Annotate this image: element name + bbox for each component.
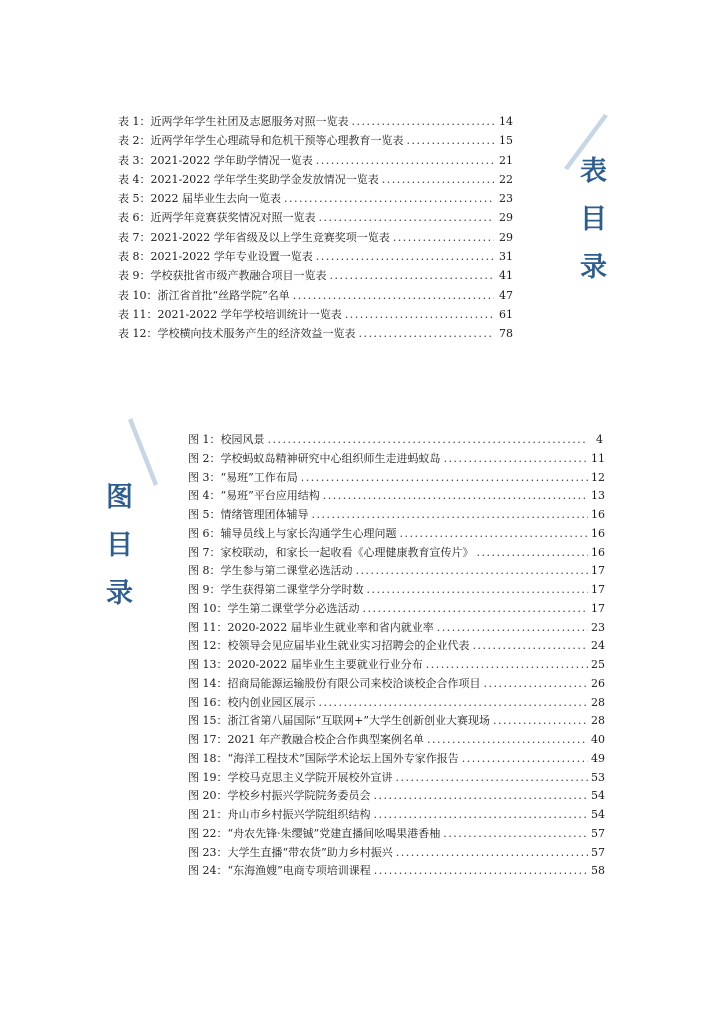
table-entry[interactable]	[118, 287, 513, 306]
dot-leader	[301, 471, 588, 484]
figure-entry-page-number: 58	[591, 864, 605, 878]
dot-leader	[319, 696, 589, 709]
table-entry[interactable]	[118, 267, 513, 286]
figure-entry-label: 图 5：情绪管理团体辅导	[188, 508, 309, 521]
table-entry-page-number: 29	[499, 211, 513, 225]
table-entry-page-number: 22	[499, 172, 513, 186]
table-entry-page-number: 23	[499, 192, 513, 206]
dot-leader	[462, 752, 588, 765]
figure-entry[interactable]	[188, 806, 603, 825]
figure-entry-label: 图 15：浙江省第八届国际“互联网+”大学生创新创业大赛现场	[188, 714, 490, 728]
figure-entry-label: 图 17：2021 年产教融合校企合作典型案例名单	[188, 733, 424, 746]
figure-entry-page-number: 23	[591, 620, 605, 634]
table-entry[interactable]	[118, 171, 513, 190]
figure-entry-page-number: 57	[591, 826, 605, 840]
figure-entry-label: 图 8：学生参与第二课堂必选活动	[188, 564, 353, 578]
figure-entry[interactable]	[188, 750, 603, 769]
figure-entry-page-number: 53	[591, 770, 605, 784]
figure-entry[interactable]	[188, 637, 603, 656]
figure-entry-label: 图 18：“海洋工程技术”国际学术论坛上国外专家作报告	[188, 751, 459, 765]
figure-entry[interactable]	[188, 656, 603, 675]
table-entry-label: 表 8：2021-2022 学年专业设置一览表	[118, 250, 313, 264]
table-entry[interactable]	[118, 152, 513, 171]
figure-entry-label: 图 4：“易班”平台应用结构	[188, 489, 320, 503]
table-entry[interactable]	[118, 248, 513, 267]
figure-entry-page-number: 28	[591, 714, 605, 728]
figures-title-char: 目	[106, 530, 133, 561]
figure-entry-page-number: 24	[591, 639, 605, 653]
dot-leader	[316, 250, 494, 263]
dot-leader	[359, 327, 495, 340]
figure-entry-label: 图 23：大学生直播“带农货”助力乡村振兴	[188, 845, 393, 859]
figure-entry-page-number: 17	[591, 601, 605, 615]
figure-entry[interactable]	[188, 544, 603, 563]
figure-entry-label: 图 9：学生获得第二课堂学分学时数	[188, 583, 364, 596]
dot-leader	[396, 846, 588, 859]
dot-leader	[443, 827, 588, 840]
table-entry-label: 表 6：近两学年竞赛获奖情况对照一览表	[118, 211, 316, 225]
figure-entry[interactable]	[188, 506, 603, 525]
dot-leader	[330, 269, 495, 282]
dot-leader	[407, 134, 495, 147]
figure-entry[interactable]	[188, 731, 603, 750]
dot-leader	[473, 639, 589, 652]
dot-leader	[323, 489, 588, 502]
figure-entry-label: 图 14：招商局能源运输股份有限公司来校洽谈校企合作项目	[188, 676, 481, 690]
dot-leader	[268, 433, 589, 446]
figure-entry[interactable]	[188, 581, 603, 600]
dot-leader	[427, 733, 588, 746]
figure-entry-label: 图 16：校内创业园区展示	[188, 695, 316, 709]
figure-entry-page-number: 26	[591, 676, 605, 690]
tables-index-title	[580, 148, 607, 292]
figures-index-title	[106, 474, 133, 618]
table-entry-label: 表 10：浙江省首批“丝路学院”名单	[118, 288, 290, 302]
table-entry-label: 表 3：2021-2022 学年助学情况一览表	[118, 153, 313, 167]
figure-entry-page-number: 54	[591, 789, 605, 803]
figure-entry-page-number: 16	[591, 545, 605, 559]
tables-title-char: 录	[580, 252, 607, 283]
figure-entry-label: 图 12：校领导会见应届毕业生就业实习招聘会的企业代表	[188, 639, 470, 653]
figure-entry-label: 图 24：“东海渔嫂”电商专项培训课程	[188, 864, 371, 878]
figure-entry[interactable]	[188, 862, 603, 881]
dot-leader	[400, 527, 589, 540]
figures-title-char: 图	[106, 482, 133, 513]
figure-entry-label: 图 13：2020-2022 届毕业生主要就业行业分布	[188, 658, 423, 671]
figure-entry-page-number: 16	[591, 508, 605, 521]
table-entry[interactable]	[118, 306, 513, 325]
figure-entry[interactable]	[188, 694, 603, 713]
table-entry[interactable]	[118, 132, 513, 151]
dot-leader	[426, 658, 588, 671]
figure-entry-label: 图 6：辅导员线上与家长沟通学生心理问题	[188, 526, 397, 540]
figure-entry-page-number: 4	[596, 433, 603, 446]
table-entry-label: 表 11：2021-2022 学年学校培训统计一览表	[118, 307, 342, 321]
figure-entry-page-number: 49	[591, 751, 605, 765]
dot-leader	[319, 211, 495, 224]
dot-leader	[293, 289, 494, 302]
figure-entry[interactable]	[188, 487, 603, 506]
table-entry[interactable]	[118, 325, 513, 344]
dot-leader	[484, 677, 589, 690]
dot-leader	[393, 231, 494, 244]
figure-entry-page-number: 25	[591, 658, 605, 671]
figure-entry-page-number: 17	[591, 583, 605, 596]
dot-leader	[356, 564, 589, 577]
dot-leader	[374, 864, 588, 877]
table-entry-page-number: 41	[499, 269, 513, 283]
table-entry-label: 表 12：学校横向技术服务产生的经济效益一览表	[118, 327, 356, 341]
dot-leader	[284, 192, 494, 205]
figures-toc	[188, 431, 603, 881]
dot-leader	[382, 173, 494, 186]
figure-entry-page-number: 13	[591, 489, 605, 503]
figure-entry[interactable]	[188, 825, 603, 844]
dot-leader	[374, 808, 589, 821]
table-entry-label: 表 4：2021-2022 学年学生奖助学金发放情况一览表	[118, 172, 379, 186]
figure-entry-page-number: 54	[591, 808, 605, 821]
figure-entry-label: 图 10：学生第二课堂学分必选活动	[188, 601, 360, 615]
figure-entry-label: 图 21：舟山市乡村振兴学院组织结构	[188, 808, 371, 821]
figure-entry[interactable]	[188, 619, 603, 638]
dot-leader	[345, 308, 494, 321]
figure-entry[interactable]	[188, 712, 603, 731]
tables-title-char: 目	[580, 204, 607, 235]
figure-entry-label: 图 3：“易班”工作布局	[188, 470, 298, 484]
figure-entry[interactable]	[188, 450, 603, 469]
table-entry[interactable]	[118, 190, 513, 209]
figure-entry[interactable]	[188, 525, 603, 544]
figure-entry-page-number: 11	[591, 451, 605, 465]
table-entry-label: 表 5：2022 届毕业生去向一览表	[118, 192, 281, 206]
figure-entry-page-number: 12	[591, 470, 605, 484]
table-entry-page-number: 47	[499, 288, 513, 302]
dot-leader	[444, 452, 589, 465]
table-entry-label: 表 7：2021-2022 学年省级及以上学生竞赛奖项一览表	[118, 230, 390, 244]
figure-entry-label: 图 11：2020-2022 届毕业生就业率和省内就业率	[188, 620, 434, 634]
tables-toc	[118, 113, 513, 345]
table-entry-page-number: 14	[499, 115, 513, 128]
figure-entry[interactable]	[188, 431, 603, 450]
dot-leader	[437, 621, 588, 634]
dot-leader	[396, 771, 589, 784]
table-entry[interactable]	[118, 229, 513, 248]
dot-leader	[477, 546, 589, 559]
figure-entry-page-number: 16	[591, 526, 605, 540]
dot-leader	[312, 508, 589, 521]
figure-entry-label: 图 7：家校联动，和家长一起收看《心理健康教育宣传片》	[188, 545, 474, 559]
table-entry-page-number: 21	[499, 153, 513, 167]
table-entry-page-number: 78	[499, 327, 513, 341]
figure-entry-page-number: 17	[591, 564, 605, 578]
dot-leader	[352, 115, 495, 128]
figure-entry[interactable]	[188, 787, 603, 806]
table-entry[interactable]	[118, 113, 513, 132]
figure-entry-page-number: 28	[591, 695, 605, 709]
dot-leader	[493, 714, 588, 727]
figures-title-char: 录	[106, 578, 133, 609]
table-entry-label: 表 1：近两学年学生社团及志愿服务对照一览表	[118, 115, 349, 128]
figure-entry-page-number: 57	[591, 845, 605, 859]
table-entry-page-number: 31	[499, 250, 513, 264]
dot-leader	[363, 602, 589, 615]
table-entry[interactable]	[118, 209, 513, 228]
table-entry-page-number: 15	[499, 134, 513, 148]
figure-entry[interactable]	[188, 844, 603, 863]
figure-entry[interactable]	[188, 600, 603, 619]
table-entry-label: 表 2：近两学年学生心理疏导和危机干预等心理教育一览表	[118, 134, 404, 148]
figure-entry-label: 图 19：学校马克思主义学院开展校外宣讲	[188, 770, 393, 784]
dot-leader	[316, 154, 494, 167]
table-entry-page-number: 61	[499, 307, 513, 321]
dot-leader	[374, 789, 589, 802]
figure-entry[interactable]	[188, 769, 603, 788]
figure-entry-page-number: 40	[591, 733, 605, 746]
table-entry-label: 表 9：学校获批省市级产教融合项目一览表	[118, 269, 327, 283]
figure-entry-label: 图 22：“舟农先锋·朱缨铖”党建直播间吆喝果港香柚	[188, 826, 441, 840]
figure-entry[interactable]	[188, 562, 603, 581]
table-entry-page-number: 29	[499, 230, 513, 244]
figure-entry[interactable]	[188, 675, 603, 694]
dot-leader	[367, 583, 589, 596]
figure-entry-label: 图 20：学校乡村振兴学院院务委员会	[188, 789, 371, 803]
figure-entry-label: 图 1：校园风景	[188, 433, 265, 446]
tables-title-char: 表	[580, 156, 607, 187]
figure-entry[interactable]	[188, 469, 603, 488]
figure-entry-label: 图 2：学校蚂蚁岛精神研究中心组织师生走进蚂蚁岛	[188, 451, 441, 465]
